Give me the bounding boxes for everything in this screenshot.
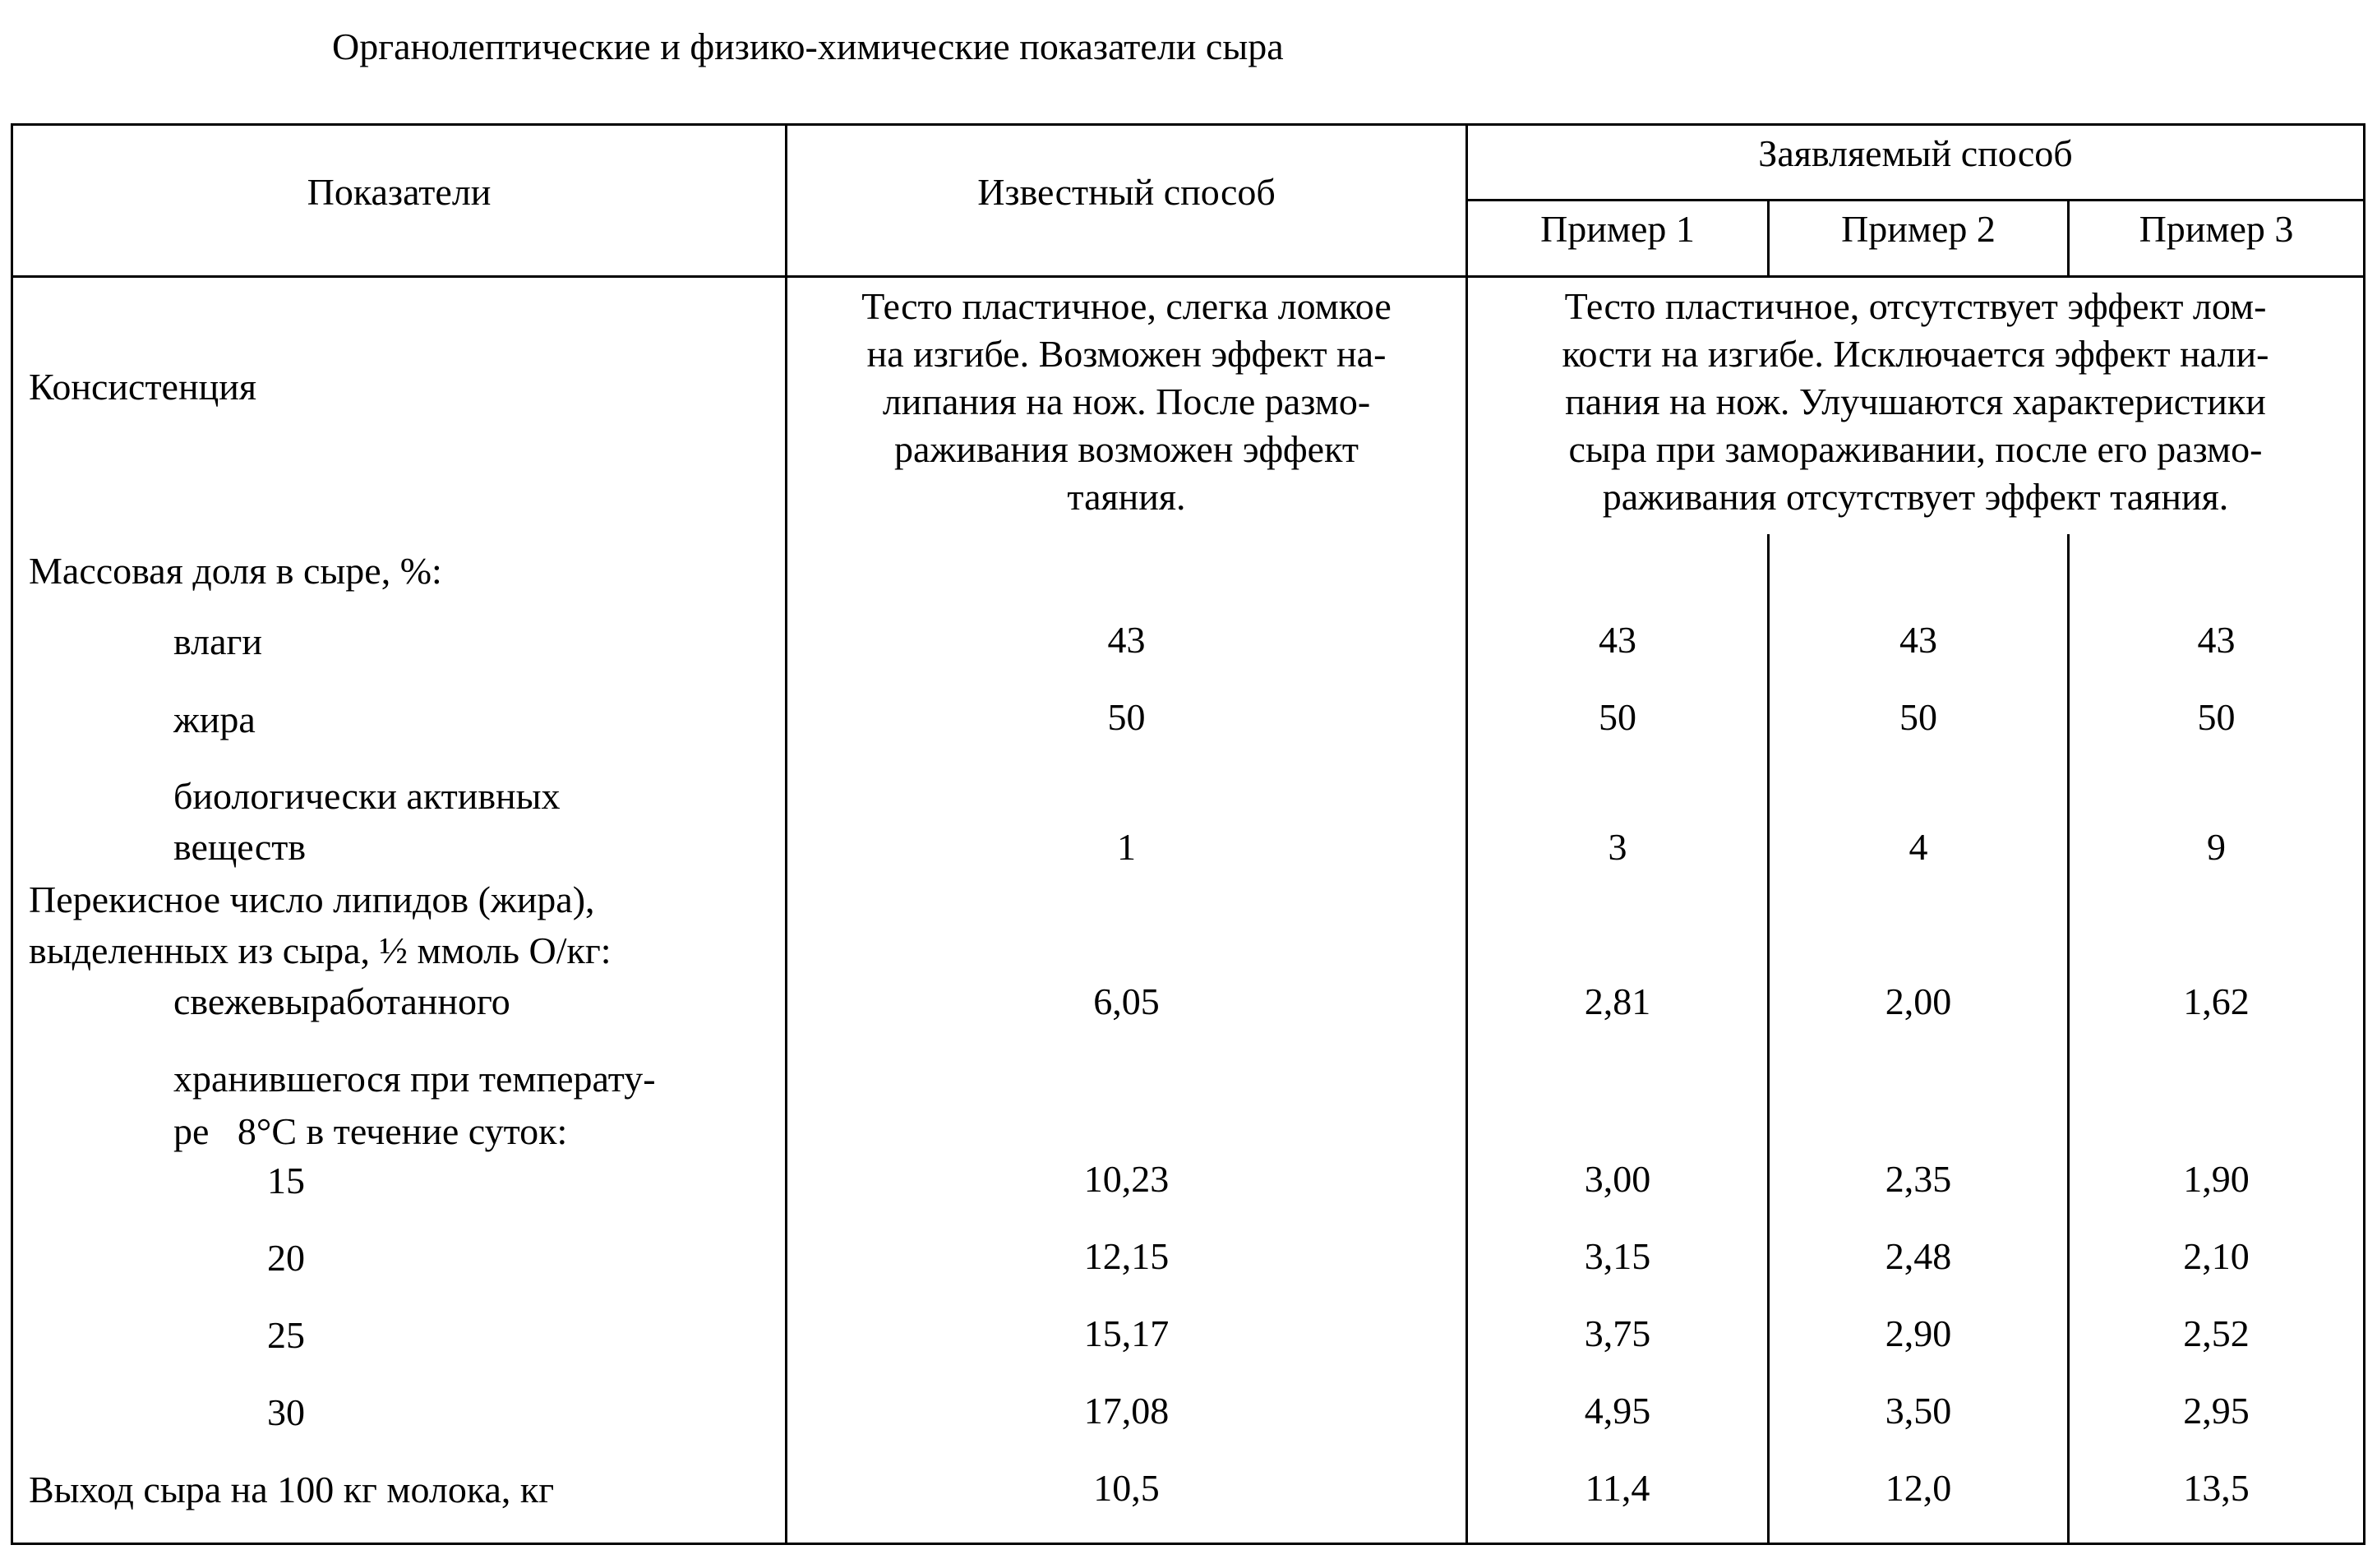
table-border-top <box>11 123 2365 126</box>
stored-label: хранившегося при температу- <box>173 1058 656 1100</box>
header-example-1: Пример 1 <box>1540 208 1695 250</box>
header-indicators: Показатели <box>307 171 492 213</box>
row-label-day-25: 25 <box>267 1314 305 1356</box>
peroxide-label-cont: выделенных из сыра, ½ ммоль О/кг: <box>29 929 612 971</box>
cell-fresh-ex2: 2,00 <box>1885 980 1952 1022</box>
header-known-method: Известный способ <box>977 171 1276 213</box>
table-border-left <box>11 123 13 1545</box>
consistency-known-line: таяния. <box>1067 476 1186 518</box>
cell-moisture-ex3: 43 <box>2197 619 2236 661</box>
cell-day20-ex1: 3,15 <box>1584 1235 1651 1277</box>
row-label-bioactive: биологически активных <box>173 775 561 817</box>
cell-moisture-known: 43 <box>1107 619 1146 661</box>
consistency-known-text <box>787 283 1465 521</box>
header-divider <box>11 275 2365 278</box>
cell-fat-ex1: 50 <box>1599 696 1636 738</box>
cell-day20-ex3: 2,10 <box>2183 1235 2250 1277</box>
cell-day30-ex3: 2,95 <box>2183 1390 2250 1432</box>
consistency-known-line: Тесто пластичное, слегка ломкое <box>861 285 1392 327</box>
consistency-label: Консистенция <box>29 366 256 408</box>
cell-moisture-ex2: 43 <box>1899 619 1937 661</box>
cell-day30-ex2: 3,50 <box>1885 1390 1952 1432</box>
row-label-day-30: 30 <box>267 1391 305 1433</box>
stored-label-cont: ре 8°С в течение суток: <box>173 1110 568 1152</box>
claimed-subheader-divider <box>1465 199 2365 201</box>
cell-fat-ex2: 50 <box>1899 696 1937 738</box>
row-label-moisture: влаги <box>173 620 262 662</box>
row-label-day-15: 15 <box>267 1160 305 1201</box>
consistency-known-line: раживания возможен эффект <box>894 428 1359 470</box>
row-label-bioactive-cont: веществ <box>173 826 307 868</box>
cell-fat-ex3: 50 <box>2197 696 2236 738</box>
peroxide-label: Перекисное число липидов (жира), <box>29 879 595 920</box>
row-label-fresh: свежевыработанного <box>173 980 510 1022</box>
cell-fresh-ex3: 1,62 <box>2183 980 2250 1022</box>
cell-day25-ex3: 2,52 <box>2183 1312 2250 1354</box>
table-border-right <box>2363 123 2365 1545</box>
row-label-day-20: 20 <box>267 1237 305 1279</box>
cell-day30-ex1: 4,95 <box>1584 1390 1651 1432</box>
indicators-table <box>11 123 2365 1545</box>
consistency-claimed-line: кости на изгибе. Исключается эффект нали- <box>1562 333 2269 375</box>
header-example-3: Пример 3 <box>2139 208 2294 250</box>
cell-yield-ex1: 11,4 <box>1585 1467 1650 1509</box>
consistency-known-line: липания на нож. После размо- <box>882 380 1371 422</box>
cell-fresh-known: 6,05 <box>1093 980 1160 1022</box>
cell-day15-ex1: 3,00 <box>1584 1158 1651 1200</box>
cell-day15-ex2: 2,35 <box>1885 1158 1952 1200</box>
consistency-claimed-line: пания на нож. Улучшаются характеристики <box>1565 380 2266 422</box>
consistency-known-line: на изгибе. Возможен эффект на- <box>866 333 1387 375</box>
cell-moisture-ex1: 43 <box>1599 619 1636 661</box>
consistency-claimed-line: сыра при замораживании, после его размо- <box>1568 428 2263 470</box>
header-example-2: Пример 2 <box>1841 208 1996 250</box>
mass-fraction-label: Массовая доля в сыре, %: <box>29 550 442 592</box>
cell-day20-ex2: 2,48 <box>1885 1235 1952 1277</box>
cell-day15-ex3: 1,90 <box>2183 1158 2250 1200</box>
cell-day25-known: 15,17 <box>1083 1312 1170 1354</box>
consistency-claimed-line: раживания отсутствует эффект таяния. <box>1602 476 2229 518</box>
header-claimed-method: Заявляемый способ <box>1758 132 2073 174</box>
cell-fat-known: 50 <box>1107 696 1146 738</box>
cell-day30-known: 17,08 <box>1083 1390 1170 1432</box>
cell-day20-known: 12,15 <box>1083 1235 1170 1277</box>
consistency-claimed-line: Тесто пластичное, отсутствует эффект лом- <box>1564 285 2267 327</box>
table-border-bottom <box>11 1543 2365 1545</box>
cell-bioactive-ex2: 4 <box>1909 826 1928 868</box>
cell-day25-ex1: 3,75 <box>1584 1312 1651 1354</box>
cell-yield-known: 10,5 <box>1093 1467 1160 1509</box>
cell-fresh-ex1: 2,81 <box>1584 980 1651 1022</box>
cell-day15-known: 10,23 <box>1083 1158 1170 1200</box>
cell-day25-ex2: 2,90 <box>1885 1312 1952 1354</box>
cell-yield-ex2: 12,0 <box>1885 1467 1952 1509</box>
cell-bioactive-ex3: 9 <box>2207 826 2226 868</box>
row-label-yield: Выход сыра на 100 кг молока, кг <box>29 1469 555 1510</box>
cell-bioactive-ex1: 3 <box>1608 826 1627 868</box>
consistency-claimed-text <box>1468 283 2363 521</box>
row-label-fat: жира <box>173 699 256 740</box>
page-title: Органолептические и физико-химические показатели сыра <box>332 25 1284 67</box>
cell-bioactive-known: 1 <box>1117 826 1136 868</box>
cell-yield-ex3: 13,5 <box>2183 1467 2250 1509</box>
